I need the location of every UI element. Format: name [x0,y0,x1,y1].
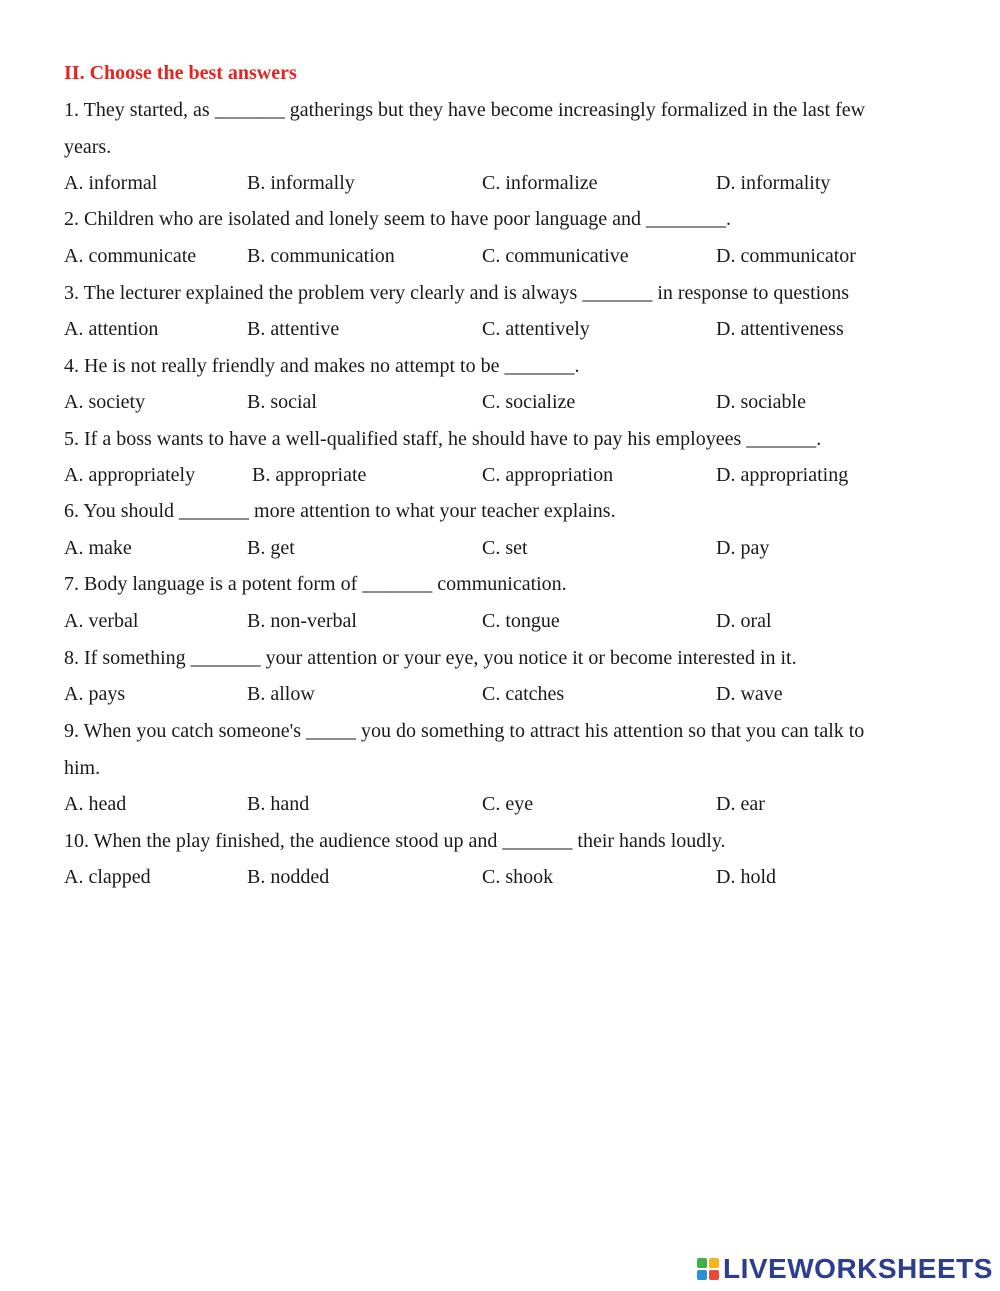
question-4-options [64,389,944,415]
question-10-options [64,864,944,890]
question-1-text: 1. They started, as _______ gatherings but they have become increasingly formalized in the last few [64,99,866,121]
option-b[interactable]: B. allow [247,683,315,705]
option-a[interactable]: A. head [64,793,127,815]
question-5-text: 5. If a boss wants to have a well-qualified staff, he should have to pay his employees _______. [64,428,822,450]
option-c[interactable]: C. catches [482,683,565,705]
option-b[interactable]: B. nodded [247,866,330,888]
option-c[interactable]: C. socialize [482,391,576,413]
option-d[interactable]: D. attentiveness [716,318,844,340]
option-b[interactable]: B. get [247,537,295,559]
logo-square [709,1258,719,1268]
question-6-text: 6. You should _______ more attention to what your teacher explains. [64,500,616,522]
option-d[interactable]: D. hold [716,866,776,888]
option-a[interactable]: A. make [64,537,132,559]
option-d[interactable]: D. informality [716,172,831,194]
option-c[interactable]: C. attentively [482,318,590,340]
option-d[interactable]: D. sociable [716,391,806,413]
question-3-text: 3. The lecturer explained the problem very clearly and is always _______ in response to questions [64,282,849,304]
option-b[interactable]: B. appropriate [252,464,367,486]
option-d[interactable]: D. wave [716,683,783,705]
liveworksheets-logo [697,1252,993,1286]
option-c[interactable]: C. tongue [482,610,560,632]
option-b[interactable]: B. attentive [247,318,340,340]
option-a[interactable]: A. informal [64,172,158,194]
option-a[interactable]: A. society [64,391,146,413]
option-d[interactable]: D. communicator [716,245,856,267]
question-10-text: 10. When the play finished, the audience stood up and _______ their hands loudly. [64,830,726,852]
option-c[interactable]: C. communicative [482,245,629,267]
option-b[interactable]: B. social [247,391,317,413]
option-c[interactable]: C. informalize [482,172,598,194]
option-b[interactable]: B. hand [247,793,310,815]
logo-mark-icon [697,1258,719,1280]
option-a[interactable]: A. appropriately [64,464,196,486]
question-4-text: 4. He is not really friendly and makes no attempt to be _______. [64,355,580,377]
question-1-text-cont: years. [64,136,112,158]
question-6-options [64,535,944,561]
question-1-options [64,170,944,196]
question-3-options [64,316,944,342]
question-5-options [64,462,944,488]
question-9-options [64,791,944,817]
logo-square [697,1258,707,1268]
question-7-options [64,608,944,634]
option-c[interactable]: C. set [482,537,528,559]
option-a[interactable]: A. verbal [64,610,139,632]
option-b[interactable]: B. informally [247,172,355,194]
option-c[interactable]: C. shook [482,866,554,888]
option-c[interactable]: C. eye [482,793,534,815]
question-7-text: 7. Body language is a potent form of _______ communication. [64,573,567,595]
option-b[interactable]: B. non-verbal [247,610,357,632]
option-d[interactable]: D. ear [716,793,765,815]
logo-square [709,1270,719,1280]
option-d[interactable]: D. pay [716,537,770,559]
question-2-options [64,243,944,269]
option-c[interactable]: C. appropriation [482,464,614,486]
question-9-text: 9. When you catch someone's _____ you do something to attract his attention so that you can talk to [64,720,865,742]
option-a[interactable]: A. clapped [64,866,151,888]
option-b[interactable]: B. communication [247,245,395,267]
question-8-text: 8. If something _______ your attention or your eye, you notice it or become interested in it. [64,647,797,669]
option-d[interactable]: D. oral [716,610,772,632]
section-title: II. Choose the best answers [64,62,297,84]
question-8-options [64,681,944,707]
option-a[interactable]: A. attention [64,318,159,340]
logo-square [697,1270,707,1280]
logo-text: LIVEWORKSHEETS [723,1253,993,1284]
option-a[interactable]: A. pays [64,683,126,705]
option-a[interactable]: A. communicate [64,245,197,267]
question-9-text-cont: him. [64,757,101,779]
question-2-text: 2. Children who are isolated and lonely seem to have poor language and ________. [64,208,732,230]
option-d[interactable]: D. appropriating [716,464,849,486]
